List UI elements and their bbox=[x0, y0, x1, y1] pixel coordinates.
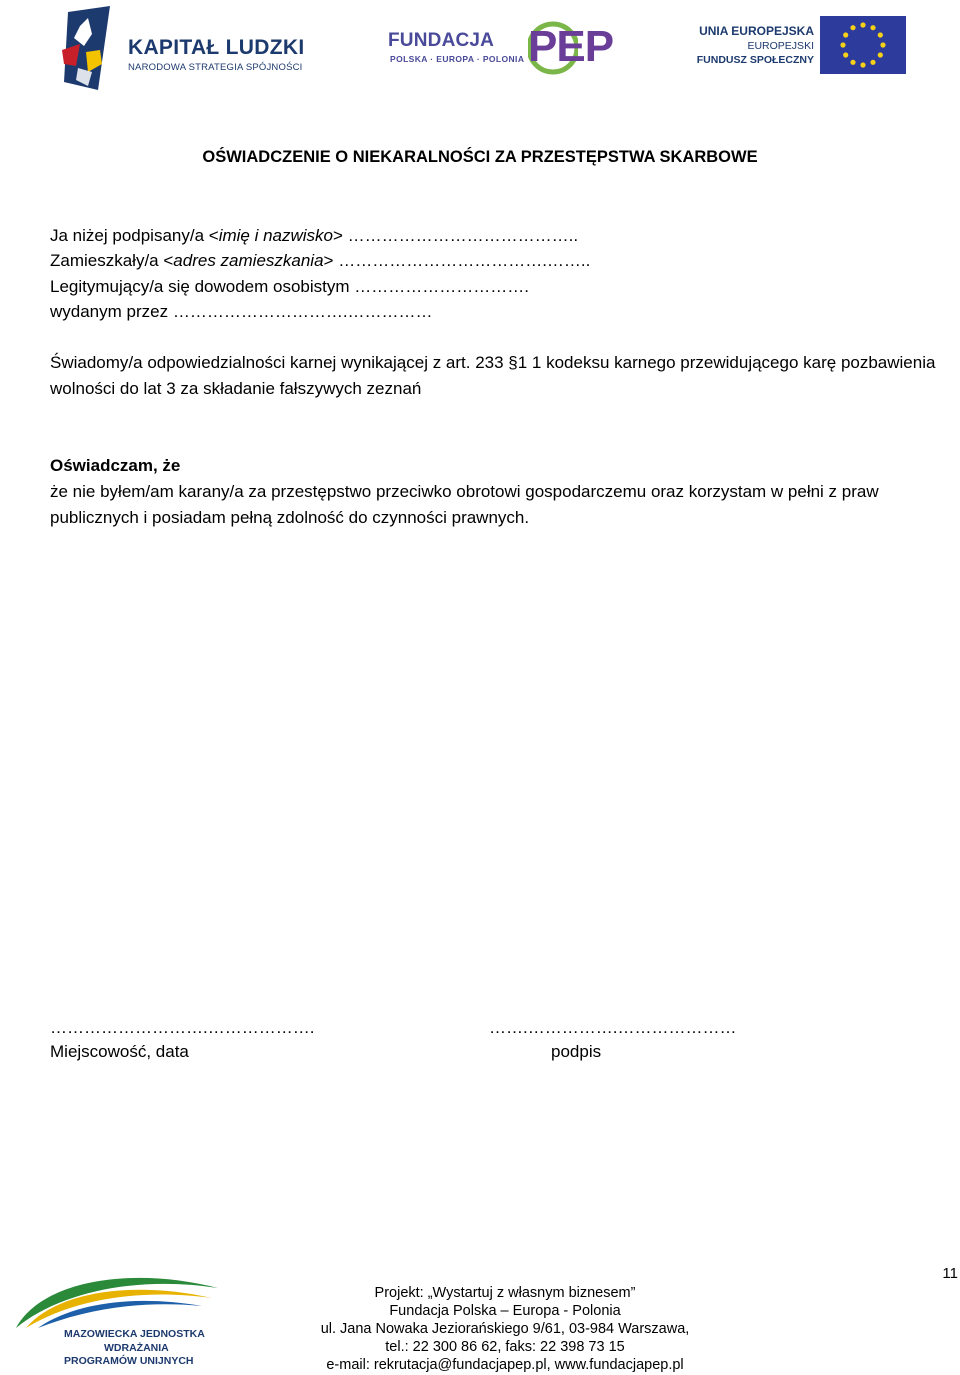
signature-dots: …….…………….………………… bbox=[489, 1018, 737, 1037]
footer-project-line: Projekt: „Wystartuj z własnym biznesem” bbox=[374, 1285, 636, 1301]
eu-logo-line3: FUNDUSZ SPOŁECZNY bbox=[696, 54, 814, 66]
mazowiecka-logo-line2: WDRAŻANIA bbox=[104, 1342, 169, 1354]
pep-logo-acronym: PEP bbox=[528, 22, 614, 71]
name-field-placeholder: imię i nazwisko bbox=[218, 226, 334, 245]
footer-address-line: ul. Jana Nowaka Jeziorańskiego 9/61, 03-984 Warszawa, bbox=[320, 1321, 690, 1337]
footer-email-line: e-mail: rekrutacja@fundacjapep.pl, www.fundacjapep.pl bbox=[326, 1357, 684, 1373]
id-document-field-prefix: Legitymujący/a się dowodem osobistym bbox=[50, 277, 355, 296]
kapital-ludzki-title: KAPITAŁ LUDZKI bbox=[128, 36, 305, 59]
page-number: 11 bbox=[942, 1265, 958, 1282]
kapital-ludzki-emblem-icon bbox=[58, 6, 120, 90]
fundacja-pep-logo bbox=[388, 16, 618, 80]
declaration-heading: Oświadczam, że bbox=[50, 456, 181, 475]
awareness-paragraph: Świadomy/a odpowiedzialności karnej wynikającej z art. 233 §1 1 kodeksu karnego przewidującego karę pozbawienia wolności do lat 3 za składanie fałszywych zeznań bbox=[50, 353, 936, 398]
declaration-paragraph: że nie byłem/am karany/a za przestępstwo przeciwko obrotowi gospodarczemu oraz korzystam w pełni z praw publicznych i posiadam pełną zdolność do czynności prawnych. bbox=[50, 482, 879, 527]
footer-phone-line: tel.: 22 300 86 62, faks: 22 398 73 15 bbox=[385, 1339, 625, 1355]
kapital-ludzki-subtitle: NARODOWA STRATEGIA SPÓJNOŚCI bbox=[128, 62, 303, 73]
address-field-line bbox=[50, 251, 590, 271]
address-field-prefix: Zamieszkały/a < bbox=[50, 251, 174, 270]
id-document-field-line bbox=[50, 277, 529, 297]
mazowiecka-jednostka-logo bbox=[12, 1270, 222, 1370]
document-title: OŚWIADCZENIE O NIEKARALNOŚCI ZA PRZESTĘPSTWA SKARBOWE bbox=[202, 148, 758, 166]
address-field-dots: > ……………………………….…….. bbox=[323, 251, 591, 270]
issued-by-field-line bbox=[50, 302, 433, 322]
mazowiecka-swoosh-icon bbox=[12, 1270, 222, 1330]
name-field-dots: > ………………………………….. bbox=[333, 226, 579, 245]
pep-logo-name: FUNDACJA bbox=[388, 30, 495, 51]
signature-label: podpis bbox=[551, 1042, 602, 1061]
pep-logo-tagline: POLSKA · EUROPA · POLONIA bbox=[390, 54, 525, 64]
eu-social-fund-logo bbox=[690, 14, 908, 76]
kapital-ludzki-logo bbox=[58, 6, 328, 90]
address-field-placeholder: adres zamieszkania bbox=[173, 251, 324, 270]
place-date-dots: ……………………….………………. bbox=[50, 1018, 315, 1037]
eu-logo-line2: EUROPEJSKI bbox=[747, 40, 814, 52]
mazowiecka-logo-line3: PROGRAMÓW UNIJNYCH bbox=[64, 1355, 194, 1367]
place-date-label: Miejscowość, data bbox=[50, 1042, 189, 1061]
issued-by-field-prefix: wydanym przez bbox=[50, 302, 173, 321]
name-field-prefix: Ja niżej podpisany/a < bbox=[50, 226, 219, 245]
mazowiecka-logo-line1: MAZOWIECKA JEDNOSTKA bbox=[64, 1328, 205, 1340]
eu-logo-line1: UNIA EUROPEJSKA bbox=[699, 24, 814, 38]
eu-flag-icon bbox=[820, 16, 906, 74]
issued-by-field-dots: ………………………….…………… bbox=[172, 302, 433, 321]
footer-foundation-line: Fundacja Polska – Europa - Polonia bbox=[389, 1303, 621, 1319]
id-document-field-dots: …………………………. bbox=[354, 277, 529, 296]
name-field-line bbox=[50, 226, 578, 246]
